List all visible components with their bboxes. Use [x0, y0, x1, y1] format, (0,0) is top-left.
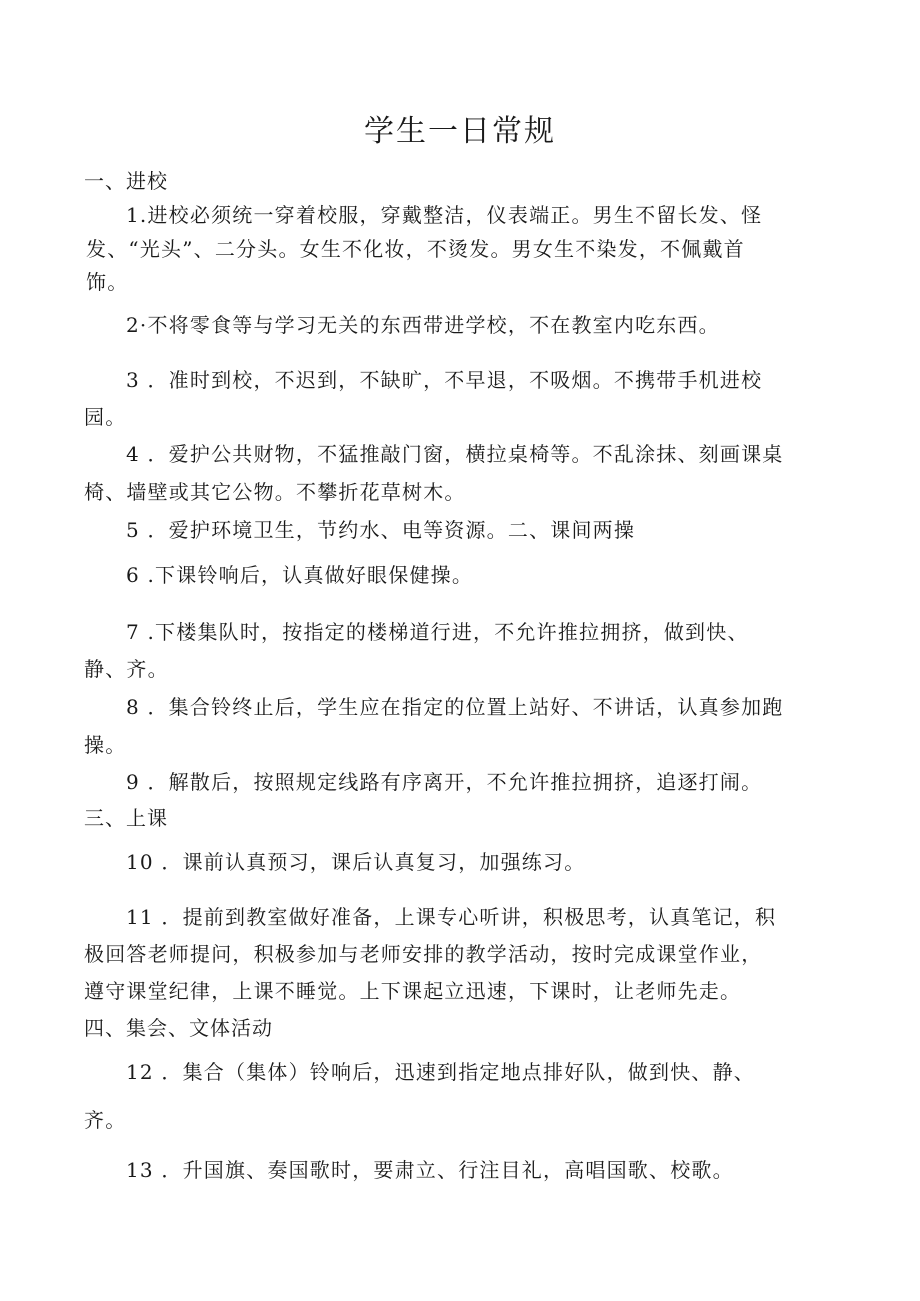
rule-12-line-1: 12 ．集合（集体）铃响后，迅速到指定地点排好队，做到快、静、 [126, 1060, 756, 1084]
rule-1-line-3: 饰。 [86, 270, 129, 294]
document-title: 学生一日常规 [364, 114, 556, 149]
rule-13-line-1: 13 ．升国旗、奏国歌时，要肃立、行注目礼，高唱国歌、校歌。 [126, 1158, 734, 1182]
rule-7-line-2: 静、齐。 [84, 657, 169, 681]
section-heading-assembly: 四、集会、文体活动 [84, 1016, 273, 1040]
rule-5-line-1: 5 ．爱护环境卫生，节约水、电等资源。二、课间两操 [126, 518, 636, 542]
rule-10-line-1: 10 ．课前认真预习，课后认真复习，加强练习。 [126, 850, 586, 874]
rule-11-line-1: 11 ．提前到教室做好准备，上课专心听讲，积极思考，认真笔记，积 [126, 905, 777, 929]
rule-3-line-2: 园。 [84, 405, 127, 429]
rule-2-line-1: 2·不将零食等与学习无关的东西带进学校，不在教室内吃东西。 [126, 313, 720, 337]
rule-8-line-2: 操。 [84, 733, 127, 757]
rule-3-line-1: 3 ．准时到校，不迟到，不缺旷，不早退，不吸烟。不携带手机进校 [126, 368, 763, 392]
rule-11-line-2: 极回答老师提问，积极参加与老师安排的教学活动，按时完成课堂作业， [84, 942, 763, 966]
rule-12-line-2: 齐。 [84, 1108, 127, 1132]
rule-6-line-1: 6 .下课铃响后，认真做好眼保健操。 [126, 563, 474, 587]
section-heading-class: 三、上课 [84, 806, 168, 830]
rule-9-line-1: 9 ．解散后，按照规定线路有序离开，不允许推拉拥挤，追逐打闹。 [126, 770, 763, 794]
rule-4-line-1: 4 ．爱护公共财物，不猛推敲门窗，横拉桌椅等。不乱涂抹、刻画课桌 [126, 442, 784, 466]
rule-11-line-3: 遵守课堂纪律，上课不睡觉。上下课起立迅速，下课时，让老师先走。 [84, 979, 742, 1003]
rule-4-line-2: 椅、墙壁或其它公物。不攀折花草树木。 [84, 480, 466, 504]
rule-8-line-1: 8 ．集合铃终止后，学生应在指定的位置上站好、不讲话，认真参加跑 [126, 695, 784, 719]
section-heading-entering-school: 一、进校 [84, 169, 168, 193]
rule-1-line-2: 发、“光头”、二分头。女生不化妆，不烫发。男女生不染发，不佩戴首 [86, 237, 745, 261]
rule-1-line-1: 1.进校必须统一穿着校服，穿戴整洁，仪表端正。男生不留长发、怪 [126, 203, 763, 227]
rule-7-line-1: 7 .下楼集队时，按指定的楼梯道行进，不允许推拉拥挤，做到快、 [126, 620, 749, 644]
